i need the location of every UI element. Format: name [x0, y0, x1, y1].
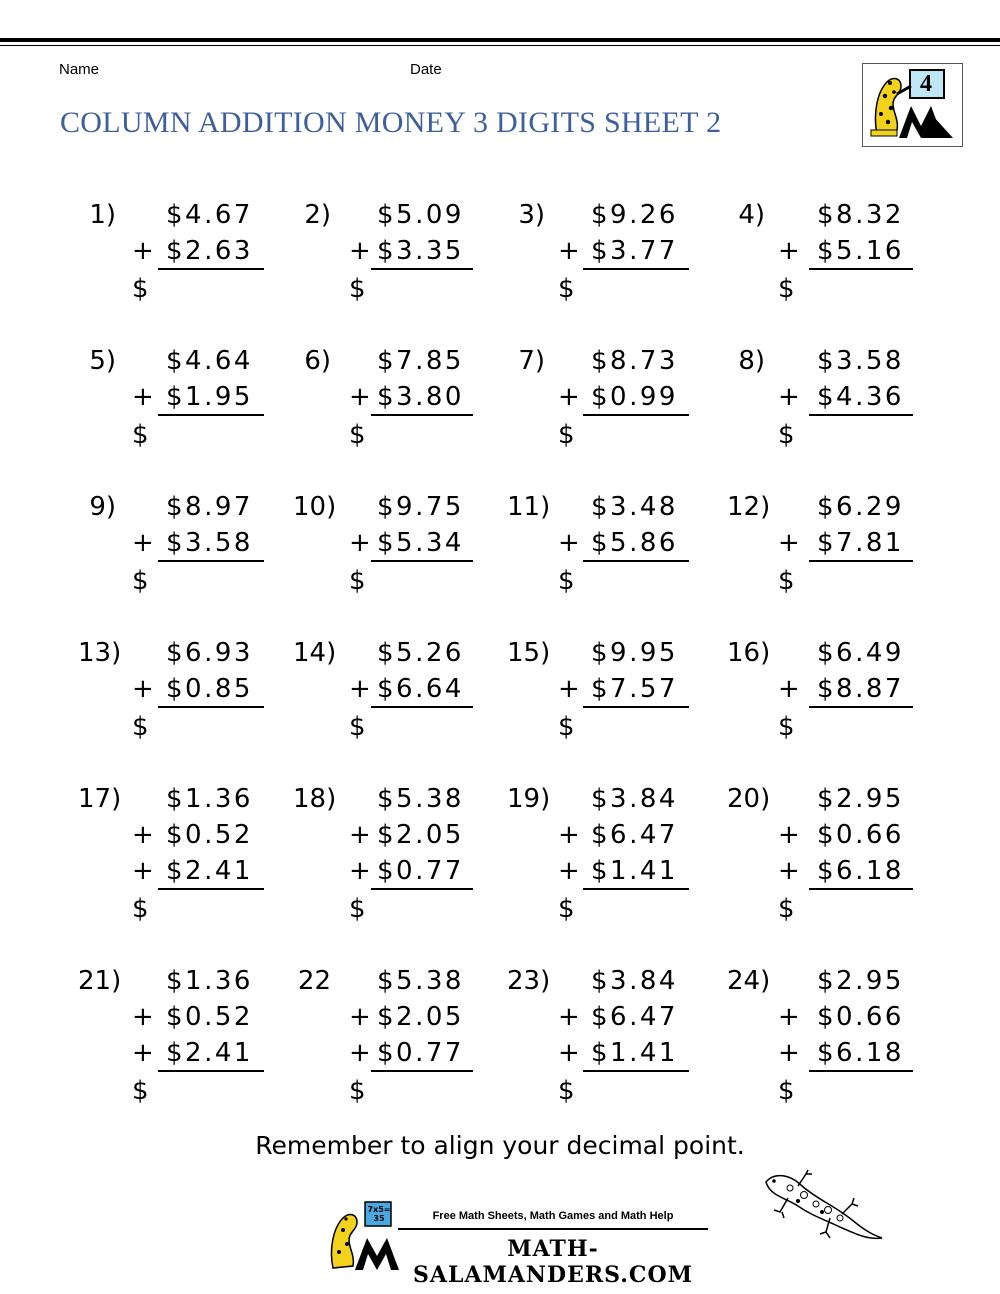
plus-sign: +	[778, 236, 800, 266]
problem	[507, 346, 717, 476]
problem-number: 24)	[727, 966, 771, 996]
plus-sign: +	[349, 820, 371, 850]
problem	[727, 966, 937, 1106]
addend: $3.58	[817, 346, 904, 376]
problem-number: 1)	[89, 200, 116, 230]
top-rule-thin	[0, 45, 1000, 46]
problem	[727, 638, 937, 768]
plus-sign: +	[558, 236, 580, 266]
addend: $3.84	[591, 966, 678, 996]
problem-number: 13)	[78, 638, 122, 668]
problem-number: 15)	[507, 638, 551, 668]
addend: $3.80	[377, 382, 464, 412]
addend: $3.58	[166, 528, 253, 558]
sum-line	[583, 1070, 689, 1072]
addend: $6.47	[591, 820, 678, 850]
addend: $2.05	[377, 1002, 464, 1032]
plus-sign: +	[778, 1002, 800, 1032]
addend: $1.41	[591, 1038, 678, 1068]
addend: $7.57	[591, 674, 678, 704]
addend: $6.47	[591, 1002, 678, 1032]
problem-number: 12)	[727, 492, 771, 522]
problem-number: 11)	[507, 492, 551, 522]
footer-badge: 7x5=35	[367, 1205, 391, 1223]
plus-sign: +	[349, 1038, 371, 1068]
plus-sign: +	[349, 856, 371, 886]
plus-sign: +	[349, 528, 371, 558]
answer-box[interactable]: $	[132, 420, 149, 450]
answer-box[interactable]: $	[132, 1076, 149, 1106]
addend: $3.77	[591, 236, 678, 266]
answer-box[interactable]: $	[558, 894, 575, 924]
answer-box[interactable]: $	[132, 274, 149, 304]
plus-sign: +	[558, 820, 580, 850]
plus-sign: +	[558, 674, 580, 704]
sum-line	[158, 888, 264, 890]
problem-number: 9)	[89, 492, 116, 522]
problem-number: 21)	[78, 966, 122, 996]
plus-sign: +	[132, 674, 154, 704]
addend: $4.64	[166, 346, 253, 376]
sum-line	[583, 706, 689, 708]
plus-sign: +	[778, 674, 800, 704]
addend: $0.99	[591, 382, 678, 412]
addend: $9.95	[591, 638, 678, 668]
answer-box[interactable]: $	[778, 894, 795, 924]
answer-box[interactable]: $	[558, 420, 575, 450]
problem	[507, 966, 717, 1106]
problem	[78, 346, 288, 476]
addend: $6.18	[817, 856, 904, 886]
plus-sign: +	[132, 382, 154, 412]
addend: $9.26	[591, 200, 678, 230]
addend: $7.85	[377, 346, 464, 376]
answer-box[interactable]: $	[558, 712, 575, 742]
plus-sign: +	[132, 528, 154, 558]
sum-line	[158, 1070, 264, 1072]
sum-line	[583, 560, 689, 562]
answer-box[interactable]: $	[349, 1076, 366, 1106]
problem-number: 16)	[727, 638, 771, 668]
addend: $6.29	[817, 492, 904, 522]
plus-sign: +	[349, 674, 371, 704]
sum-line	[809, 560, 913, 562]
addend: $5.38	[377, 966, 464, 996]
answer-box[interactable]: $	[132, 566, 149, 596]
addend: $5.38	[377, 784, 464, 814]
problem-number: 8)	[738, 346, 765, 376]
answer-box[interactable]: $	[778, 1076, 795, 1106]
problem-number: 18)	[293, 784, 337, 814]
answer-box[interactable]: $	[778, 566, 795, 596]
answer-box[interactable]: $	[132, 712, 149, 742]
problem-number: 20)	[727, 784, 771, 814]
problem	[293, 638, 503, 768]
name-label: Name	[59, 61, 100, 78]
problem	[507, 638, 717, 768]
problem	[727, 492, 937, 622]
addend: $1.36	[166, 784, 253, 814]
sum-line	[371, 560, 473, 562]
plus-sign: +	[558, 528, 580, 558]
addend: $2.95	[817, 966, 904, 996]
problem-number: 3)	[518, 200, 545, 230]
addend: $0.77	[377, 1038, 464, 1068]
answer-box[interactable]: $	[778, 712, 795, 742]
addend: $7.81	[817, 528, 904, 558]
answer-box[interactable]: $	[349, 712, 366, 742]
addend: $2.41	[166, 856, 253, 886]
problem	[293, 784, 503, 924]
sum-line	[371, 706, 473, 708]
problem-number: 5)	[89, 346, 116, 376]
problem	[78, 638, 288, 768]
plus-sign: +	[132, 1038, 154, 1068]
sum-line	[583, 414, 689, 416]
addend: $5.16	[817, 236, 904, 266]
sum-line	[809, 414, 913, 416]
addend: $1.95	[166, 382, 253, 412]
plus-sign: +	[558, 382, 580, 412]
problem	[293, 200, 503, 330]
addend: $2.05	[377, 820, 464, 850]
addend: $3.48	[591, 492, 678, 522]
problem-number: 19)	[507, 784, 551, 814]
addend: $6.49	[817, 638, 904, 668]
date-label: Date	[410, 61, 442, 78]
footer-tagline: Free Math Sheets, Math Games and Math Help	[432, 1210, 674, 1222]
problem-number: 10)	[293, 492, 337, 522]
addend: $5.09	[377, 200, 464, 230]
sum-line	[583, 268, 689, 270]
addend: $0.77	[377, 856, 464, 886]
problem	[727, 784, 937, 924]
addend: $2.63	[166, 236, 253, 266]
plus-sign: +	[778, 528, 800, 558]
problem-number: 2)	[304, 200, 331, 230]
plus-sign: +	[778, 856, 800, 886]
problem	[78, 966, 288, 1106]
answer-box[interactable]: $	[558, 1076, 575, 1106]
addend: $9.75	[377, 492, 464, 522]
plus-sign: +	[132, 1002, 154, 1032]
sum-line	[371, 888, 473, 890]
sum-line	[371, 414, 473, 416]
salamander-icon	[760, 1168, 890, 1257]
problem	[507, 200, 717, 330]
addend: $3.84	[591, 784, 678, 814]
addend: $8.87	[817, 674, 904, 704]
problem-number: 7)	[518, 346, 545, 376]
addend: $5.86	[591, 528, 678, 558]
sum-line	[371, 268, 473, 270]
sum-line	[809, 888, 913, 890]
plus-sign: +	[132, 856, 154, 886]
problem	[507, 492, 717, 622]
problem-number: 22	[297, 966, 331, 996]
addend: $2.41	[166, 1038, 253, 1068]
sum-line	[809, 706, 913, 708]
addend: $4.36	[817, 382, 904, 412]
answer-box[interactable]: $	[349, 274, 366, 304]
plus-sign: +	[349, 382, 371, 412]
plus-sign: +	[778, 820, 800, 850]
plus-sign: +	[132, 820, 154, 850]
top-rule-thick	[0, 38, 1000, 42]
addend: $1.41	[591, 856, 678, 886]
plus-sign: +	[778, 1038, 800, 1068]
addend: $2.95	[817, 784, 904, 814]
problem-number: 6)	[304, 346, 331, 376]
plus-sign: +	[132, 236, 154, 266]
addend: $5.34	[377, 528, 464, 558]
addend: $5.26	[377, 638, 464, 668]
plus-sign: +	[349, 1002, 371, 1032]
problem	[78, 492, 288, 622]
footer-divider	[398, 1228, 708, 1230]
plus-sign: +	[558, 1038, 580, 1068]
sum-line	[158, 560, 264, 562]
addend: $3.35	[377, 236, 464, 266]
addend: $8.97	[166, 492, 253, 522]
problem-number: 23)	[507, 966, 551, 996]
addend: $6.18	[817, 1038, 904, 1068]
problem	[727, 200, 937, 330]
answer-box[interactable]: $	[132, 894, 149, 924]
addend: $0.52	[166, 820, 253, 850]
problem	[293, 966, 503, 1106]
problem-number: 4)	[738, 200, 765, 230]
addend: $8.32	[817, 200, 904, 230]
sum-line	[809, 1070, 913, 1072]
answer-box[interactable]: $	[778, 420, 795, 450]
plus-sign: +	[778, 382, 800, 412]
plus-sign: +	[558, 1002, 580, 1032]
addend: $0.85	[166, 674, 253, 704]
addend: $0.66	[817, 820, 904, 850]
answer-box[interactable]: $	[349, 420, 366, 450]
answer-box[interactable]: $	[558, 566, 575, 596]
addend: $4.67	[166, 200, 253, 230]
sum-line	[158, 414, 264, 416]
problem	[78, 200, 288, 330]
grade-number: 4	[920, 71, 932, 97]
problem-number: 17)	[78, 784, 122, 814]
footer-site-name: MATH-SALAMANDERS.COM	[413, 1236, 693, 1288]
problem	[727, 346, 937, 476]
page-title: COLUMN ADDITION MONEY 3 DIGITS SHEET 2	[60, 106, 722, 139]
addend: $6.64	[377, 674, 464, 704]
sum-line	[158, 706, 264, 708]
problem	[507, 784, 717, 924]
sum-line	[583, 888, 689, 890]
answer-box[interactable]: $	[778, 274, 795, 304]
addend: $6.93	[166, 638, 253, 668]
sum-line	[371, 1070, 473, 1072]
answer-box[interactable]: $	[349, 566, 366, 596]
plus-sign: +	[558, 856, 580, 886]
addend: $0.52	[166, 1002, 253, 1032]
problem	[293, 492, 503, 622]
addend: $8.73	[591, 346, 678, 376]
addend: $0.66	[817, 1002, 904, 1032]
problem-number: 14)	[293, 638, 337, 668]
reminder-text: Remember to align your decimal point.	[255, 1131, 745, 1160]
answer-box[interactable]: $	[349, 894, 366, 924]
sum-line	[158, 268, 264, 270]
sum-line	[809, 268, 913, 270]
plus-sign: +	[349, 236, 371, 266]
problem	[78, 784, 288, 924]
problem	[293, 346, 503, 476]
addend: $1.36	[166, 966, 253, 996]
answer-box[interactable]: $	[558, 274, 575, 304]
